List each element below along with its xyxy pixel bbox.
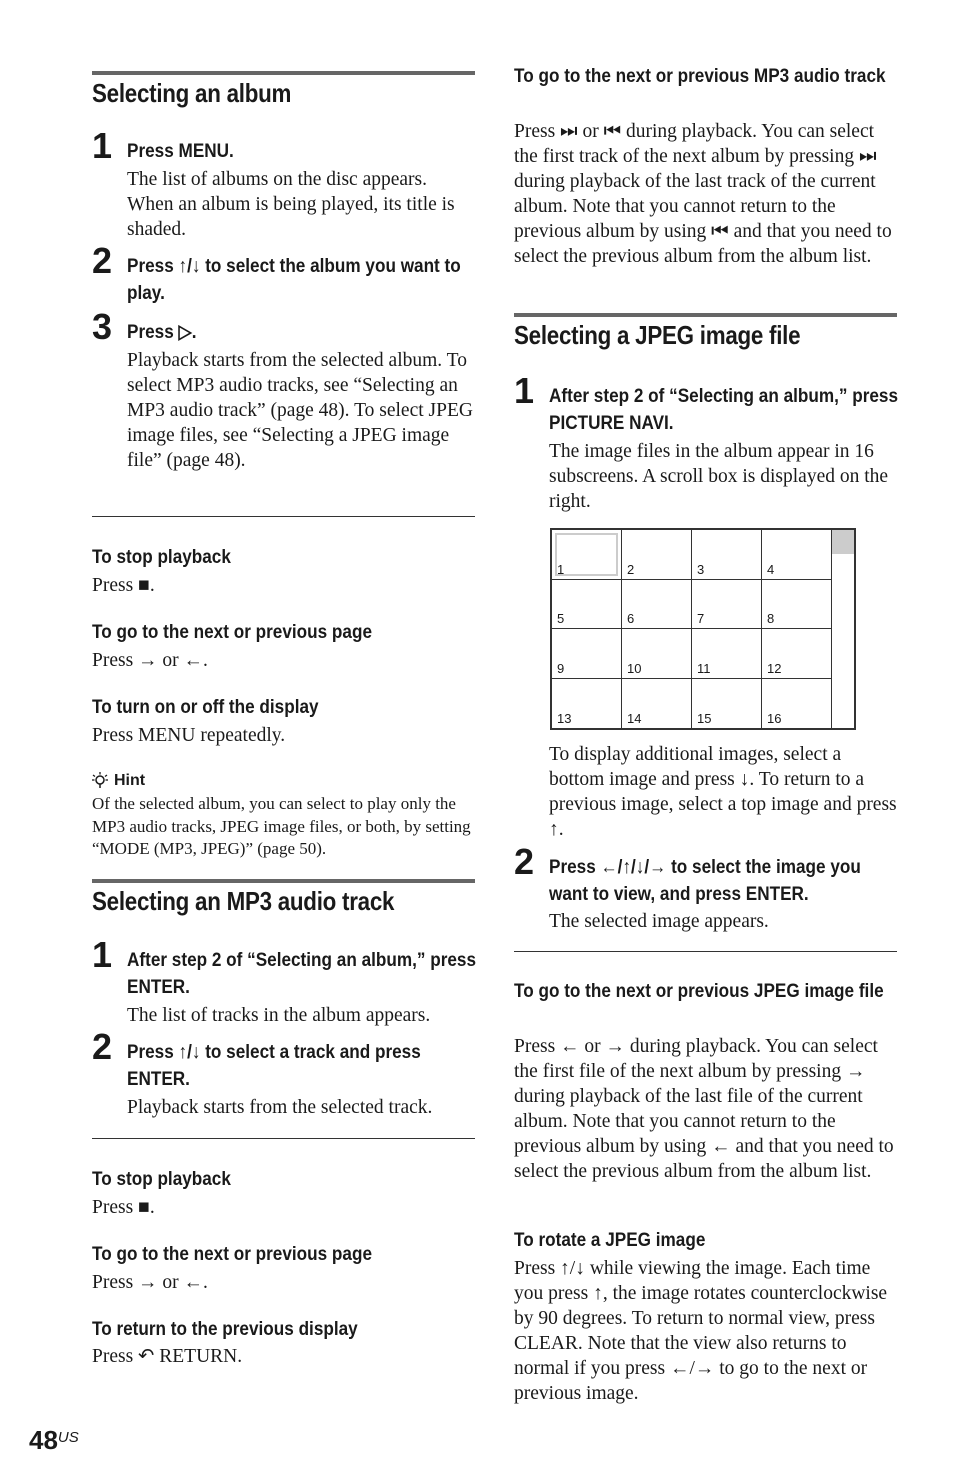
- text-stop: Press ■.: [92, 575, 155, 596]
- page-suffix: US: [57, 1429, 79, 1446]
- subscreen-cell: 14: [622, 679, 692, 729]
- subheading-stop: To stop playback: [92, 546, 231, 568]
- step-heading: After step 2 of “Selecting an album,” press PICTURE NAVI.: [549, 385, 899, 434]
- subscreen-cell: 8: [762, 580, 832, 630]
- step-body: The list of albums on the disc appears. When an album is being played, its title is shaded.: [127, 169, 455, 240]
- step-body: The list of tracks in the album appears.: [127, 1005, 431, 1026]
- step-heading: Press ↑/↓ to select a track and press ENTER.: [127, 1041, 421, 1090]
- subscreen-cell: 13: [552, 679, 622, 729]
- step-heading: Press ▷.: [127, 321, 197, 343]
- step-body: Playback starts from the selected track.: [127, 1097, 433, 1118]
- subscreen-cell: 3: [692, 530, 762, 580]
- text-stop: Press ■.: [92, 1197, 155, 1218]
- divider: [92, 1138, 475, 1139]
- text-return: Press ↶ RETURN.: [92, 1346, 243, 1367]
- text-page: Press → or ←.: [92, 650, 208, 671]
- subscreen-cell: 16: [762, 679, 832, 729]
- section-rule: [92, 71, 475, 75]
- subheading-display: To turn on or off the display: [92, 696, 319, 718]
- subscreen-cell: 4: [762, 530, 832, 580]
- section-rule: [514, 313, 897, 317]
- text-next-mp3: Press ⏭ or ⏮ during playback. You can select the first track of the next album by pressing ⏭ during playback of the last track of the current album. Note that you cannot return to the previous album by using ⏮ and that you need to select the previous album from the album list.: [514, 121, 892, 267]
- step-number: 2: [514, 841, 535, 882]
- section-title-jpeg: Selecting a JPEG image file: [514, 320, 801, 350]
- step-body: Playback starts from the selected album. To select MP3 audio tracks, see “Selecting an MP3 audio track” (page 48). To select JPEG image files, see “Selecting a JPEG image file” (page 48).: [127, 350, 473, 471]
- hint-label: Hint: [114, 772, 146, 789]
- subheading-page: To go to the next or previous page: [92, 1243, 372, 1265]
- step-body: The image files in the album appear in 16 subscreens. A scroll box is displayed on the right.: [549, 441, 889, 512]
- divider: [92, 516, 475, 517]
- step-heading: Press MENU.: [127, 140, 234, 162]
- scroll-box: [832, 530, 854, 554]
- text-next-jpeg: Press ← or → during playback. You can select the first file of the next album by pressing → during playback of the last file of the current album. Note that you cannot return to the previous album by using ← and that you need to select the previous album from the album list.: [514, 1036, 894, 1182]
- subscreen-cell: 7: [692, 580, 762, 630]
- subscreen-cell: 2: [622, 530, 692, 580]
- subheading-return: To return to the previous display: [92, 1318, 358, 1340]
- subscreen-cell: 5: [552, 580, 622, 630]
- step-body: The selected image appears.: [549, 911, 769, 932]
- step-heading: Press ←/↑/↓/→ to select the image you want to view, and press ENTER.: [549, 856, 861, 905]
- step-number: 1: [514, 370, 535, 411]
- step-number: 2: [92, 240, 113, 281]
- section-title-mp3: Selecting an MP3 audio track: [92, 886, 395, 916]
- step-heading: After step 2 of “Selecting an album,” press ENTER.: [127, 949, 477, 998]
- subheading-page: To go to the next or previous page: [92, 621, 372, 643]
- step-heading: Press ↑/↓ to select the album you want to play.: [127, 255, 461, 304]
- subscreen-cell: 1: [552, 530, 622, 580]
- section-title-album: Selecting an album: [92, 78, 292, 108]
- text-page: Press → or ←.: [92, 1272, 208, 1293]
- step-number: 2: [92, 1026, 113, 1067]
- subscreen-cell: 9: [552, 629, 622, 679]
- step-number: 3: [92, 306, 113, 347]
- hint-heading: [92, 771, 475, 791]
- text-after-grid: To display additional images, select a bottom image and press ↓. To return to a previous image, select a top image and press ↑.: [549, 744, 897, 840]
- text-rotate: Press ↑/↓ while viewing the image. Each time you press ↑, the image rotates counterclockwise by 90 degrees. To return to normal view, press CLEAR. Note that the view also returns to normal if you press ←/→ to go to the next or previous image.: [514, 1258, 888, 1404]
- subscreen-cell: 6: [622, 580, 692, 630]
- hint-body: Of the selected album, you can select to play only the MP3 audio tracks, JPEG image files, or both, by setting “MODE (MP3, JPEG)” (page 50).: [92, 794, 471, 858]
- subheading-next-mp3: To go to the next or previous MP3 audio track: [514, 65, 886, 87]
- scroll-bar: [831, 530, 854, 728]
- subscreen-cell: 15: [692, 679, 762, 729]
- subheading-rotate: To rotate a JPEG image: [514, 1229, 706, 1251]
- subscreen-cell: 10: [622, 629, 692, 679]
- subscreen-cell: 11: [692, 629, 762, 679]
- subheading-next-jpeg: To go to the next or previous JPEG image file: [514, 980, 884, 1002]
- text-display: Press MENU repeatedly.: [92, 725, 286, 746]
- step-number: 1: [92, 125, 113, 166]
- subscreen-grid: [552, 530, 832, 728]
- section-rule: [92, 879, 475, 883]
- subscreen-cell: 12: [762, 629, 832, 679]
- subheading-stop: To stop playback: [92, 1168, 231, 1190]
- lightbulb-icon: [92, 772, 108, 790]
- subscreen-grid-figure: [550, 528, 856, 730]
- page-number: $48^{US}$: [29, 1425, 79, 1455]
- step-number: 1: [92, 934, 113, 975]
- divider: [514, 951, 897, 952]
